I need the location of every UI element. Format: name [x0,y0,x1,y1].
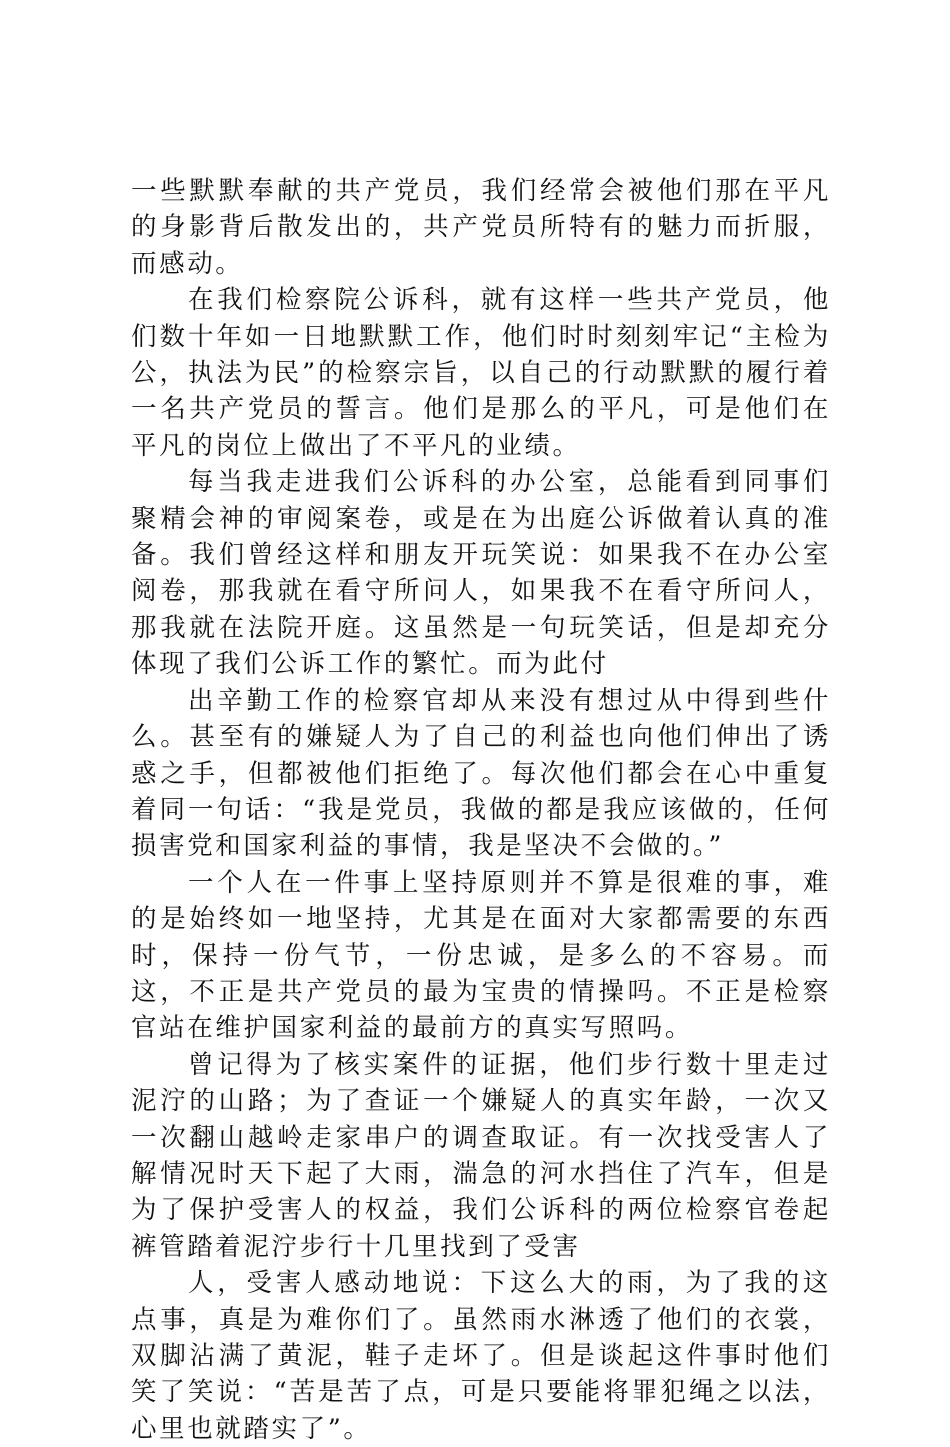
paragraph: 曾记得为了核实案件的证据，他们步行数十里走过泥泞的山路；为了查证一个嫌疑人的真实年龄，一次又一次翻山越岭走家串户的调查取证。有一次找受害人了解情况时天下起了大雨，湍急的河水挡住了汽车，但是为了保护受害人的权益，我们公诉科的两位检察官卷起裤管踏着泥泞步行十几里找到了受害 [131,1049,831,1262]
paragraph: 一些默默奉献的共产党员，我们经常会被他们那在平凡的身影背后散发出的，共产党员所特有的魅力而折服，而感动。 [131,176,831,279]
paragraph: 出辛勤工作的检察官却从来没有想过从中得到些什么。甚至有的嫌疑人为了自己的利益也向他们伸出了诱惑之手，但都被他们拒绝了。每次他们都会在心中重复着同一句话：“我是党员，我做的都是我应该做的，任何损害党和国家利益的事情，我是坚决不会做的。” [131,685,831,862]
paragraph: 一个人在一件事上坚持原则并不算是很难的事，难的是始终如一地坚持，尤其是在面对大家都需要的东西时，保持一份气节，一份忠诚，是多么的不容易。而这，不正是共产党员的最为宝贵的情操吗。不正是检察官站在维护国家利益的最前方的真实写照吗。 [131,867,831,1044]
paragraph: 每当我走进我们公诉科的办公室，总能看到同事们聚精会神的审阅案卷，或是在为出庭公诉做着认真的准备。我们曾经这样和朋友开玩笑说：如果我不在办公室阅卷，那我就在看守所问人，如果我不在看守所问人，那我就在法院开庭。这虽然是一句玩笑话，但是却充分体现了我们公诉工作的繁忙。而为此付 [131,467,831,680]
paragraph: 人，受害人感动地说：下这么大的雨，为了我的这点事，真是为难你们了。虽然雨水淋透了他们的衣裳，双脚沾满了黄泥，鞋子走坏了。但是谈起这件事时他们笑了笑说：“苦是苦了点，可是只要能将罪犯绳之以法，心里也就踏实了”。 [131,1268,831,1444]
paragraph: 在我们检察院公诉科，就有这样一些共产党员，他们数十年如一日地默默工作，他们时时刻刻牢记“主检为公，执法为民”的检察宗旨，以自己的行动默默的履行着一名共产党员的誓言。他们是那么的平凡，可是他们在平凡的岗位上做出了不平凡的业绩。 [131,285,831,461]
document-body [131,173,831,1447]
